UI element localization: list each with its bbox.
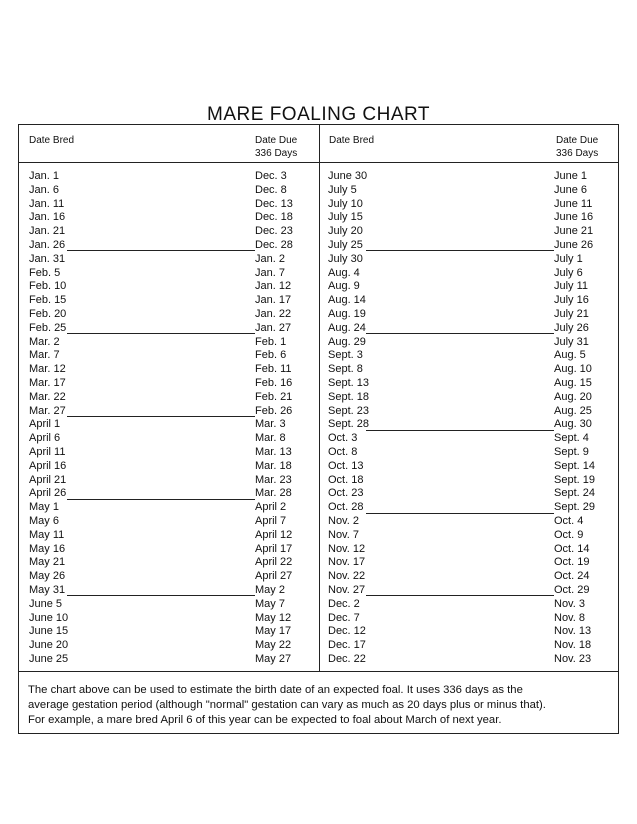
date-bred-cell: Mar. 27 [29,404,66,417]
date-bred-cell: June 15 [29,625,69,638]
date-bred-cell: May 1 [29,501,59,514]
date-due-cell: Dec. 13 [255,197,293,210]
table-row [328,598,604,612]
date-due-label: Date Due [255,135,298,146]
date-bred-cell: Feb. 10 [29,280,67,293]
date-bred-cell: Aug. 14 [328,294,366,307]
date-bred-cell: Oct. 23 [328,487,364,500]
date-bred-cell: Mar. 2 [29,335,60,348]
table-row [328,184,604,198]
date-bred-cell: Aug. 29 [328,335,366,348]
right-header-date-due [556,134,598,160]
date-due-cell: Nov. 3 [554,597,585,610]
table-row [328,211,604,225]
table-row [29,556,311,570]
date-bred-cell: Jan. 1 [29,170,59,182]
table-row [29,405,311,419]
date-due-cell: July 31 [554,335,589,348]
table-row [29,625,311,639]
table-row [328,198,604,212]
date-bred-cell: April 16 [29,459,67,472]
table-row [328,253,604,267]
table-row [29,211,311,225]
date-due-cell: May 27 [255,652,292,665]
table-row [29,170,311,184]
days-label: 336 Days [556,148,599,159]
date-due-cell: Jan. 22 [255,307,292,320]
date-bred-cell: July 5 [328,183,357,196]
date-bred-cell: Dec. 22 [328,652,366,665]
date-due-cell: July 6 [554,266,583,279]
table-row [29,225,311,239]
date-due-cell: Nov. 8 [554,611,585,624]
date-bred-cell: Nov. 27 [328,583,366,596]
date-due-cell: Nov. 13 [554,625,592,638]
table-row [328,322,604,336]
date-bred-cell: July 30 [328,252,363,265]
date-due-cell: Oct. 24 [554,570,590,583]
table-row [29,294,311,308]
date-due-cell: April 12 [255,528,293,541]
date-due-cell: Mar. 23 [255,473,292,486]
date-due-cell: June 11 [554,197,593,210]
right-column [328,170,604,667]
table-row [328,377,604,391]
date-bred-cell: Mar. 17 [29,376,66,389]
table-row [328,639,604,653]
date-due-cell: Aug. 15 [554,376,592,389]
note-line: The chart above can be used to estimate the birth date of an expected foal. It uses 336 days as the [28,684,523,696]
table-row [29,639,311,653]
date-bred-cell: April 6 [29,432,61,445]
date-bred-cell: Dec. 17 [328,639,366,652]
date-bred-cell: Sept. 18 [328,390,369,403]
table-row [29,184,311,198]
table-row [328,543,604,557]
table-row [29,239,311,253]
date-bred-cell: Aug. 9 [328,280,360,293]
date-due-cell: Oct. 29 [554,583,590,596]
date-bred-cell: Dec. 2 [328,597,360,610]
table-row [328,405,604,419]
date-due-cell: Jan. 7 [255,266,285,279]
days-label: 336 Days [255,148,298,159]
date-due-cell: May 7 [255,597,285,610]
table-row [328,474,604,488]
date-due-cell: June 1 [554,170,588,182]
date-bred-cell: April 21 [29,473,67,486]
date-due-cell: April 27 [255,570,293,583]
date-bred-cell: Dec. 7 [328,611,360,624]
date-bred-cell: June 20 [29,639,69,652]
table-row [328,432,604,446]
date-bred-cell: May 11 [29,528,65,541]
table-row [328,612,604,626]
date-due-cell: Jan. 2 [255,252,285,265]
date-bred-label: Date Bred [329,135,375,146]
date-bred-cell: July 25 [328,238,363,251]
date-due-cell: Dec. 23 [255,225,293,238]
right-header-date-bred [329,134,374,147]
date-bred-cell: Nov. 12 [328,542,366,555]
table-row [328,170,604,184]
date-bred-cell: July 10 [328,197,363,210]
table-row [328,584,604,598]
date-due-cell: July 11 [554,280,589,293]
date-bred-cell: May 31 [29,583,66,596]
table-row [29,432,311,446]
date-bred-cell: Mar. 7 [29,349,60,362]
table-row [29,308,311,322]
date-due-cell: Aug. 20 [554,390,592,403]
table-row [328,280,604,294]
date-bred-cell: Mar. 12 [29,363,66,376]
date-bred-cell: May 21 [29,556,66,569]
date-bred-cell: Aug. 4 [328,266,360,279]
table-row [328,267,604,281]
date-bred-cell: Oct. 28 [328,501,364,514]
table-row [328,308,604,322]
table-row [29,336,311,350]
header-divider [18,162,619,163]
date-bred-cell: Mar. 22 [29,390,66,403]
date-due-cell: April 17 [255,542,293,555]
table-row [29,267,311,281]
table-row [328,391,604,405]
date-due-cell: Sept. 24 [554,487,595,500]
date-due-cell: Sept. 19 [554,473,595,486]
date-due-cell: June 16 [554,211,594,224]
date-bred-cell: Jan. 11 [29,197,65,210]
table-row [328,625,604,639]
table-row [29,363,311,377]
date-bred-cell: Feb. 25 [29,321,67,334]
table-row [328,487,604,501]
date-bred-cell: Sept. 8 [328,363,363,376]
table-row [328,294,604,308]
date-due-cell: Aug. 10 [554,363,592,376]
table-row [328,225,604,239]
date-bred-cell: Dec. 12 [328,625,366,638]
date-due-cell: April 7 [255,514,287,527]
left-column [29,170,311,667]
date-due-cell: Feb. 21 [255,390,293,403]
date-due-cell: Oct. 19 [554,556,590,569]
date-bred-cell: Nov. 22 [328,570,366,583]
table-row [29,543,311,557]
date-bred-label: Date Bred [29,135,75,146]
page-title: MARE FOALING CHART [207,104,430,125]
date-due-cell: Mar. 18 [255,459,292,472]
date-due-cell: July 16 [554,294,589,307]
table-row [29,460,311,474]
table-row [29,391,311,405]
left-header-date-bred [29,134,74,147]
date-due-cell: Sept. 4 [554,432,589,445]
date-due-cell: May 17 [255,625,292,638]
table-row [29,349,311,363]
date-bred-cell: Jan. 21 [29,225,66,238]
table-row [29,280,311,294]
date-bred-cell: Sept. 23 [328,404,369,417]
explanation-note [28,683,614,728]
date-due-cell: Feb. 6 [255,349,287,362]
table-row [328,529,604,543]
table-row [328,239,604,253]
date-bred-cell: Sept. 28 [328,418,369,431]
table-row [328,418,604,432]
table-row [29,253,311,267]
date-due-cell: June 26 [554,238,594,251]
note-line: average gestation period (although "normal" gestation can vary as much as 20 days plus or minus that). [28,699,546,711]
date-due-cell: Oct. 9 [554,528,584,541]
left-header-date-due [255,134,297,160]
date-bred-cell: Oct. 18 [328,473,364,486]
date-bred-cell: Jan. 26 [29,238,66,251]
date-due-cell: Nov. 18 [554,639,592,652]
date-due-cell: July 1 [554,252,583,265]
date-due-cell: Oct. 4 [554,514,584,527]
date-due-cell: Sept. 9 [554,445,589,458]
note-line: For example, a mare bred April 6 of this year can be expected to foal about March of next year. [28,714,502,726]
table-row [328,556,604,570]
date-bred-cell: July 15 [328,211,363,224]
date-bred-cell: May 16 [29,542,66,555]
date-due-cell: April 2 [255,501,287,514]
date-bred-cell: Oct. 13 [328,459,364,472]
date-due-cell: Aug. 5 [554,349,586,362]
table-row [328,363,604,377]
date-due-cell: Dec. 8 [255,183,287,196]
table-row [29,487,311,501]
date-due-cell: May 12 [255,611,292,624]
date-bred-cell: Sept. 13 [328,376,369,389]
date-bred-cell: April 26 [29,487,67,500]
date-bred-cell: Oct. 8 [328,445,358,458]
date-bred-cell: June 10 [29,611,69,624]
date-due-cell: July 26 [554,321,589,334]
table-row [29,515,311,529]
date-due-cell: July 21 [554,307,589,320]
date-due-cell: Jan. 27 [255,321,292,334]
date-due-cell: Mar. 3 [255,418,286,431]
column-divider [319,125,320,671]
date-due-cell: Dec. 18 [255,211,293,224]
date-due-cell: Feb. 16 [255,376,293,389]
date-due-cell: Jan. 12 [255,280,292,293]
table-row [29,322,311,336]
table-row [328,501,604,515]
date-bred-cell: July 20 [328,225,363,238]
date-due-cell: Mar. 13 [255,445,292,458]
date-due-cell: Sept. 14 [554,459,595,472]
date-due-cell: Mar. 28 [255,487,292,500]
table-row [29,474,311,488]
date-due-cell: Dec. 3 [255,170,287,182]
date-due-cell: June 21 [554,225,594,238]
date-due-cell: Feb. 11 [255,363,292,376]
table-row [328,349,604,363]
date-bred-cell: April 11 [29,445,66,458]
table-row [29,598,311,612]
date-bred-cell: April 1 [29,418,61,431]
date-bred-cell: Nov. 17 [328,556,366,569]
date-bred-cell: Oct. 3 [328,432,358,445]
table-row [328,570,604,584]
table-row [29,377,311,391]
date-due-label: Date Due [556,135,599,146]
date-bred-cell: May 6 [29,514,59,527]
date-bred-cell: May 26 [29,570,66,583]
table-row [328,336,604,350]
date-due-cell: May 22 [255,639,292,652]
date-due-cell: April 22 [255,556,293,569]
date-bred-cell: Jan. 16 [29,211,66,224]
date-bred-cell: Feb. 20 [29,307,67,320]
table-row [328,446,604,460]
table-row [328,653,604,667]
date-bred-cell: Feb. 15 [29,294,67,307]
date-due-cell: Feb. 26 [255,404,293,417]
date-due-cell: Oct. 14 [554,542,590,555]
date-due-cell: Dec. 28 [255,238,293,251]
table-row [29,198,311,212]
table-row [29,653,311,667]
date-due-cell: May 2 [255,583,285,596]
table-row [328,460,604,474]
date-bred-cell: Nov. 7 [328,528,359,541]
date-due-cell: Feb. 1 [255,335,287,348]
table-row [29,584,311,598]
date-bred-cell: June 30 [328,170,368,182]
table-row [29,446,311,460]
date-due-cell: Sept. 29 [554,501,595,514]
table-row [29,529,311,543]
date-bred-cell: June 25 [29,652,69,665]
date-due-cell: Nov. 23 [554,652,592,665]
date-bred-cell: Jan. 31 [29,252,66,265]
date-due-cell: Mar. 8 [255,432,286,445]
date-due-cell: Aug. 30 [554,418,592,431]
table-row [29,418,311,432]
footer-divider [18,671,619,672]
table-row [29,501,311,515]
date-bred-cell: Nov. 2 [328,514,359,527]
date-due-cell: Jan. 17 [255,294,292,307]
date-bred-cell: June 5 [29,597,63,610]
date-bred-cell: Jan. 6 [29,183,59,196]
date-bred-cell: Aug. 19 [328,307,366,320]
table-row [328,515,604,529]
date-bred-cell: Aug. 24 [328,321,366,334]
table-row [29,612,311,626]
date-bred-cell: Feb. 5 [29,266,61,279]
date-due-cell: Aug. 25 [554,404,592,417]
date-due-cell: June 6 [554,183,588,196]
date-bred-cell: Sept. 3 [328,349,363,362]
table-row [29,570,311,584]
